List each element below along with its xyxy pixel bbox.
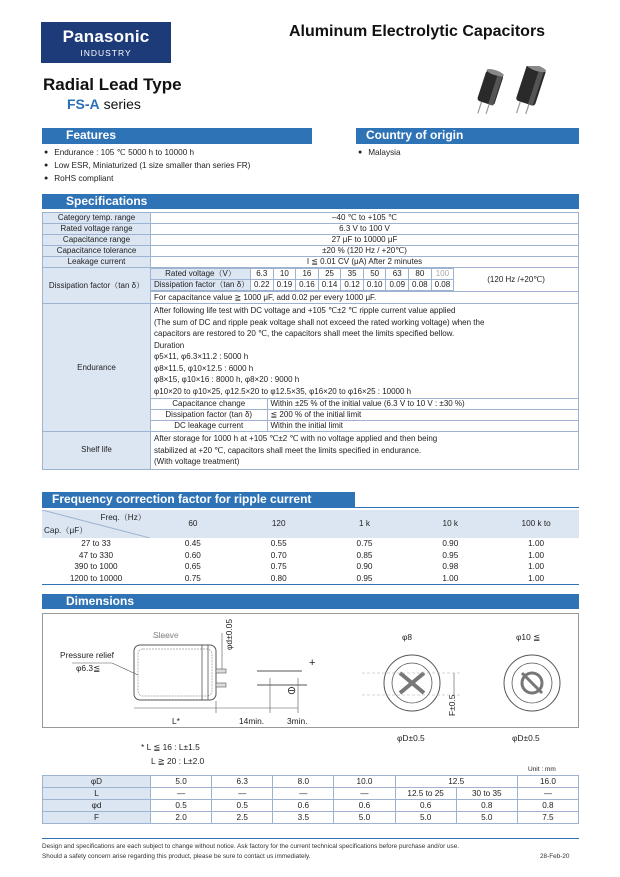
unit-label: Unit : mm (528, 766, 556, 773)
document-title: Aluminum Electrolytic Capacitors (289, 23, 546, 40)
freq-cap: 390 to 1000 (74, 562, 118, 571)
endurance-line: φ5×11, φ6.3×11.2 : 5000 h (154, 352, 249, 361)
freq-column: 1 k (359, 519, 370, 529)
dim-cell: 6.3 (212, 776, 273, 788)
dim-cell: 0.8 (456, 800, 517, 812)
feature-item: ● RoHS compliant (44, 173, 250, 186)
origin-section (356, 128, 579, 144)
sleeve-label: Sleeve (153, 630, 179, 640)
dim-cell: 2.0 (151, 812, 212, 824)
dissipation-row (43, 268, 579, 304)
dissipation-condition: (120 Hz /+20℃) (487, 274, 545, 284)
dim-cell: — (212, 788, 273, 800)
frequency-header-row (42, 510, 579, 538)
features-rule (42, 143, 312, 144)
dim-label: F (43, 812, 151, 824)
dim-cell: 12.5 to 25 (395, 788, 456, 800)
features-heading: Features (42, 128, 312, 143)
dim-row (43, 800, 579, 812)
vent-cross-phi8 (400, 673, 424, 693)
footer-line-2: Should a safety concern arise regarding this product, please be sure to contact us immediately. (42, 853, 311, 860)
spec-label: Leakage current (43, 257, 151, 268)
tolerance-note-2: L ≧ 20 : L±2.0 (151, 756, 205, 766)
freq-value: 0.85 (356, 550, 373, 560)
criteria-limit: Within the initial limit (267, 421, 578, 432)
pressure-relief-label: Pressure relief (60, 650, 114, 660)
spec-value: I ≦ 0.01 CV (μA) After 2 minutes (151, 257, 579, 268)
endurance-line: φ10×20 to φ10×25, φ12.5×20 to φ12.5×35, φ16×20 to φ16×25 : 10000 h (154, 386, 412, 396)
phi10-label: φ10 ≦ (516, 632, 541, 642)
dim-cell: 2.5 (212, 812, 273, 824)
freq-cap: 1200 to 10000 (69, 573, 123, 583)
spec-label: Category temp. range (43, 213, 151, 224)
criteria-item: Dissipation factor (tan δ) (151, 410, 267, 421)
freq-column: 60 (188, 519, 198, 529)
tan-cell: 0.10 (363, 280, 386, 291)
dim-cell: 12.5 (395, 776, 517, 788)
endurance-criteria (151, 398, 578, 431)
relief-size-label: φ6.3≦ (76, 663, 101, 673)
dimensions-table (42, 775, 579, 824)
spec-row (43, 235, 579, 246)
capacitor-body-outline (134, 645, 216, 700)
footer-line-1: Design and specifications are each subject to change without notice. Ask factory for the current technical specifications before purchase and/or use. (42, 843, 460, 850)
dim-cell: 0.6 (273, 800, 334, 812)
frequency-table-wrap (42, 510, 579, 585)
freq-value: 0.90 (356, 562, 373, 571)
phid-label-10: φD±0.5 (512, 733, 540, 743)
lead-minus (216, 683, 226, 687)
voltage-cell: 35 (341, 269, 364, 280)
dim-cell: 30 to 35 (456, 788, 517, 800)
dim-cell: 0.5 (151, 800, 212, 812)
dim-cell: 16.0 (517, 776, 578, 788)
criteria-limit: Within ±25 % of the initial value (6.3 V to 10 V : ±30 %) (267, 399, 578, 410)
panasonic-logo (41, 22, 171, 63)
freq-column: 10 k (442, 519, 459, 529)
criteria-limit: ≦ 200 % of the initial limit (267, 410, 578, 421)
voltage-cell: 100 (431, 269, 454, 280)
spec-value: 27 μF to 10000 μF (151, 235, 579, 246)
dim-cell: — (334, 788, 395, 800)
dimensions-heading: Dimensions (42, 594, 579, 609)
specifications-heading: Specifications (42, 194, 579, 209)
origin-heading: Country of origin (356, 128, 579, 143)
dim-cell: 0.6 (334, 800, 395, 812)
dissipation-cell (151, 268, 579, 304)
endurance-line: capacitors are restored to 20 ℃, the capacitors shall meet the limits specified bellow. (154, 329, 455, 338)
tan-cell: 0.08 (431, 280, 454, 291)
frequency-row (42, 550, 579, 562)
phid-label-8: φD±0.5 (397, 733, 425, 743)
endurance-line: After following life test with DC voltage and +105 ℃±2 ℃ ripple current value applied (154, 306, 456, 315)
voltage-cell: 63 (386, 269, 409, 280)
endurance-label: Endurance (43, 304, 151, 432)
specifications-table-wrap (42, 212, 579, 470)
series-title (67, 96, 141, 112)
endurance-text (151, 304, 578, 398)
tan-cell: 0.16 (296, 280, 319, 291)
origin-rule (356, 143, 579, 144)
dim-cell: 5.0 (151, 776, 212, 788)
f-label: F±0.5 (447, 694, 457, 716)
cap-header: Cap.（μF） (44, 525, 88, 535)
endurance-line: φ8×15, φ10×16 : 8000 h, φ8×20 : 9000 h (154, 375, 300, 384)
od-label: φd±0.05 (224, 619, 234, 650)
series-name: FS-A (67, 96, 100, 112)
freq-value: 0.75 (356, 539, 373, 548)
tan-label: Dissipation factor（tan δ） (151, 280, 251, 291)
freq-value: 0.98 (442, 562, 459, 571)
dim-label: φd (43, 800, 151, 812)
freq-value: 1.00 (442, 573, 459, 583)
frequency-heading: Frequency correction factor for ripple current (42, 492, 355, 507)
criteria-row (151, 421, 578, 432)
freq-value: 1.00 (528, 573, 545, 583)
freq-value: 0.75 (270, 562, 287, 571)
freq-value: 0.75 (184, 573, 201, 583)
frequency-row (42, 573, 579, 585)
dissipation-grid (151, 268, 578, 291)
dim-cell: — (517, 788, 578, 800)
spec-row (43, 213, 579, 224)
spec-value: ±20 % (120 Hz / +20℃) (151, 246, 579, 257)
frequency-rule (42, 507, 579, 508)
voltage-cell: 10 (273, 269, 296, 280)
specifications-table (42, 212, 579, 470)
frequency-table (42, 510, 579, 585)
spec-row (43, 224, 579, 235)
feature-item: ● Endurance : 105 ℃ 5000 h to 10000 h (44, 147, 250, 160)
endurance-row (43, 304, 579, 432)
voltage-cell: 16 (296, 269, 319, 280)
dim-cell: 7.5 (517, 812, 578, 824)
features-section (42, 128, 312, 144)
dimensions-section (42, 594, 579, 609)
freq-column: 100 k to (521, 519, 551, 529)
tan-cell: 0.14 (318, 280, 341, 291)
features-list (44, 147, 250, 186)
origin-list (358, 147, 401, 160)
dim-cell: 5.0 (395, 812, 456, 824)
freq-value: 0.70 (270, 550, 287, 560)
endurance-line: (The sum of DC and ripple peak voltage shall not exceed the rated working voltage) when the (154, 317, 485, 327)
freq-value: 0.80 (270, 573, 287, 583)
dim-cell: 8.0 (273, 776, 334, 788)
frequency-corner (42, 510, 150, 538)
specifications-section (42, 194, 579, 209)
spec-label: Capacitance range (43, 235, 151, 246)
minus-mark: ⊖ (287, 685, 297, 697)
voltage-cell: 80 (409, 269, 432, 280)
dim-cell: — (273, 788, 334, 800)
shelf-life-cell (151, 432, 579, 470)
phi8-label: φ8 (402, 632, 413, 642)
lead-plus (216, 669, 226, 673)
dim-cell: — (151, 788, 212, 800)
shelf-life-line: After storage for 1000 h at +105 ℃±2 ℃ with no voltage applied and then being (154, 434, 438, 443)
spec-value: 6.3 V to 100 V (151, 224, 579, 235)
endurance-cell (151, 304, 579, 432)
origin-item: ● Malaysia (358, 147, 401, 160)
frequency-row (42, 561, 579, 573)
dimensions-table-wrap (42, 775, 579, 824)
product-type: Radial Lead Type (43, 75, 182, 94)
14min-label: 14min. (239, 716, 265, 726)
criteria-row (151, 399, 578, 410)
dim-cell: 0.6 (395, 800, 456, 812)
tan-cell: 0.09 (386, 280, 409, 291)
voltage-cell: 6.3 (251, 269, 274, 280)
frequency-section (42, 492, 355, 507)
dim-cell: 0.8 (517, 800, 578, 812)
dimension-drawing (42, 613, 579, 728)
endurance-line: φ8×11.5, φ10×12.5 : 6000 h (154, 363, 254, 373)
tan-cell: 0.08 (409, 280, 432, 291)
dissipation-table (150, 268, 454, 291)
freq-value: 0.45 (184, 539, 201, 548)
spec-row (43, 257, 579, 268)
freq-value: 1.00 (528, 539, 545, 548)
criteria-item: Capacitance change (151, 399, 267, 410)
dim-cell: 10.0 (334, 776, 395, 788)
spec-label: Rated voltage range (43, 224, 151, 235)
spec-value: –40 ℃ to +105 ℃ (151, 213, 579, 224)
endurance-line: Duration (154, 340, 185, 350)
freq-value: 0.90 (442, 539, 459, 548)
freq-column: 120 (271, 519, 286, 529)
voltage-cell: 50 (363, 269, 386, 280)
tolerance-note-1: * L ≦ 16 : L±1.5 (141, 742, 200, 752)
dissipation-note: For capacitance value ≧ 1000 μF, add 0.02 per every 1000 μF. (151, 291, 578, 303)
voltage-label: Rated voltage（V） (151, 269, 251, 280)
dim-cell: 3.5 (273, 812, 334, 824)
dim-cell: 5.0 (456, 812, 517, 824)
dim-row (43, 776, 579, 788)
frequency-row (42, 538, 579, 550)
dim-cell: 0.5 (212, 800, 273, 812)
freq-value: 1.00 (528, 550, 545, 560)
criteria-item: DC leakage current (151, 421, 267, 432)
freq-cap: 27 to 33 (81, 539, 111, 548)
freq-value: 1.00 (528, 562, 545, 571)
sleeve-outline (138, 649, 212, 696)
freq-value: 0.95 (442, 550, 459, 560)
logo-brand: Panasonic (62, 27, 150, 46)
dim-row (43, 788, 579, 800)
dim-label: L (43, 788, 151, 800)
freq-cap: 47 to 330 (78, 550, 114, 560)
logo-sub: INDUSTRY (80, 48, 132, 58)
spec-row (43, 246, 579, 257)
shelf-life-row (43, 432, 579, 470)
freq-header: Freq.（Hz） (100, 513, 146, 522)
freq-value: 0.65 (184, 562, 201, 571)
dissipation-label: Dissipation factor（tan δ） (43, 268, 151, 304)
freq-value: 0.60 (184, 550, 201, 560)
voltage-cell: 25 (318, 269, 341, 280)
spec-label: Capacitance tolerance (43, 246, 151, 257)
shelf-life-line: (With voltage treatment) (154, 457, 240, 466)
dim-cell: 5.0 (334, 812, 395, 824)
series-suffix: series (103, 96, 141, 112)
capacitor-photo (470, 66, 560, 120)
tan-cell: 0.19 (273, 280, 296, 291)
voltage-row (151, 269, 454, 280)
freq-value: 0.55 (270, 539, 287, 548)
tan-cell: 0.22 (251, 280, 274, 291)
footer-rule (42, 838, 579, 839)
dim-label: φD (43, 776, 151, 788)
plus-mark: + (309, 657, 316, 669)
3min-label: 3min. (287, 716, 308, 726)
shelf-life-line: stabilized at +20 ℃, capacitors shall meet the limits specified in endurance. (154, 445, 422, 455)
shelf-life-label: Shelf life (43, 432, 151, 470)
tan-cell: 0.12 (341, 280, 364, 291)
dim-row (43, 812, 579, 824)
tan-row (151, 280, 454, 291)
feature-item: ● Low ESR, Miniaturized (1 size smaller than series FR) (44, 160, 250, 173)
freq-value: 0.95 (356, 573, 373, 583)
l-label: L* (172, 716, 180, 726)
footer-date: 28-Feb-20 (540, 853, 570, 860)
criteria-row (151, 410, 578, 421)
